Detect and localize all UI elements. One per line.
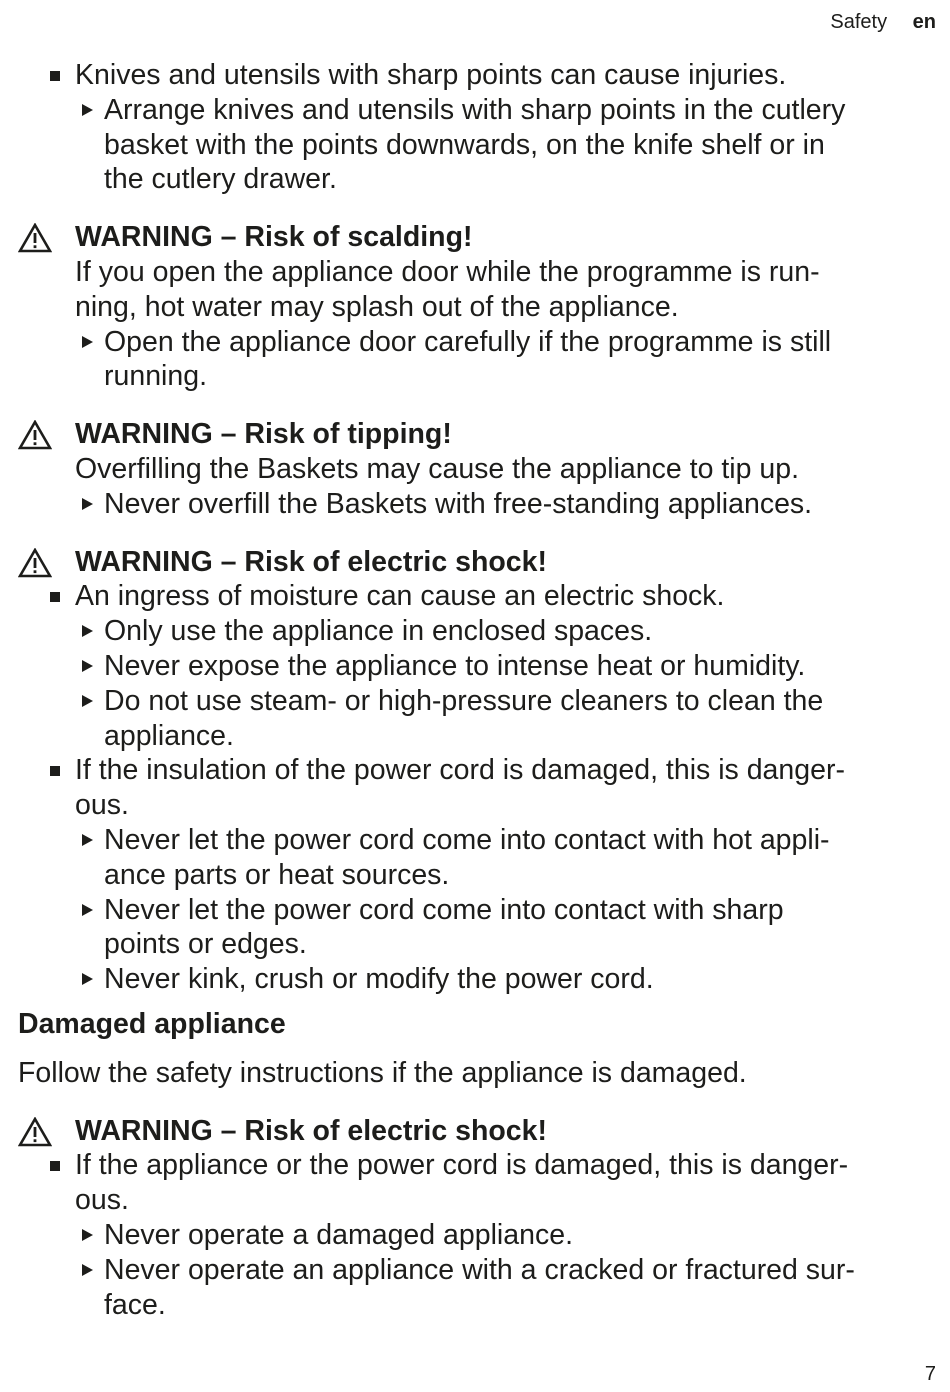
list-item-continued: ous. <box>75 1184 129 1217</box>
language-code: en <box>912 11 936 33</box>
list-item: If the insulation of the power cord is damaged, this is danger- <box>18 753 938 788</box>
action-item: Never kink, crush or modify the power cord. <box>18 962 938 997</box>
warning-triangle-icon <box>18 1117 52 1147</box>
action-item: Do not use steam- or high-pressure cleaners to clean the <box>18 684 938 719</box>
warning-triangle-icon <box>18 420 52 450</box>
action-item-continued: ance parts or heat sources. <box>104 858 450 891</box>
action-item-continued: the cutlery drawer. <box>104 163 337 196</box>
action-item-continued: face. <box>104 1288 166 1321</box>
warning-text: If you open the appliance door while the programme is run- <box>75 255 820 288</box>
action-item: Never operate a damaged appliance. <box>18 1218 938 1253</box>
square-bullet-icon <box>50 592 60 602</box>
page-number: 7 <box>924 1363 936 1385</box>
page-header <box>830 10 936 34</box>
arrow-triangle-icon <box>82 660 93 672</box>
arrow-triangle-icon <box>82 498 93 510</box>
warning-triangle-icon <box>18 548 52 578</box>
arrow-triangle-icon <box>82 695 93 707</box>
warning-title: WARNING – Risk of electric shock! <box>18 1114 938 1149</box>
arrow-triangle-icon <box>82 104 93 116</box>
square-bullet-icon <box>50 1161 60 1171</box>
action-item-continued: points or edges. <box>104 928 307 961</box>
action-item: Open the appliance door carefully if the programme is still <box>18 325 938 360</box>
section-label: Safety <box>830 11 888 33</box>
warning-text: ning, hot water may splash out of the appliance. <box>75 290 679 323</box>
action-item: Never let the power cord come into contact with sharp <box>18 893 938 928</box>
action-item: Never overfill the Baskets with free-standing appliances. <box>18 487 938 522</box>
warning-title: WARNING – Risk of scalding! <box>18 220 938 255</box>
action-item-continued: running. <box>104 360 207 393</box>
list-item: Knives and utensils with sharp points can cause injuries. <box>18 58 938 93</box>
document-body <box>18 58 938 1322</box>
warning-title: WARNING – Risk of tipping! <box>18 417 938 452</box>
action-item-continued: basket with the points downwards, on the knife shelf or in <box>104 128 825 161</box>
arrow-triangle-icon <box>82 1264 93 1276</box>
warning-triangle-icon <box>18 223 52 253</box>
action-item: Never operate an appliance with a cracked or fractured sur- <box>18 1253 938 1288</box>
arrow-triangle-icon <box>82 625 93 637</box>
arrow-triangle-icon <box>82 904 93 916</box>
action-item: Arrange knives and utensils with sharp points in the cutlery <box>18 93 938 128</box>
list-item: If the appliance or the power cord is damaged, this is danger- <box>18 1148 938 1183</box>
action-item: Only use the appliance in enclosed spaces. <box>18 614 938 649</box>
warning-text: Overfilling the Baskets may cause the appliance to tip up. <box>75 452 799 485</box>
arrow-triangle-icon <box>82 336 93 348</box>
list-item: An ingress of moisture can cause an electric shock. <box>18 579 938 614</box>
action-item: Never expose the appliance to intense heat or humidity. <box>18 649 938 684</box>
section-heading: Damaged appliance <box>18 1007 286 1040</box>
list-item-continued: ous. <box>75 789 129 822</box>
arrow-triangle-icon <box>82 1229 93 1241</box>
section-intro: Follow the safety instructions if the appliance is damaged. <box>18 1056 747 1089</box>
warning-title: WARNING – Risk of electric shock! <box>18 545 938 580</box>
square-bullet-icon <box>50 766 60 776</box>
arrow-triangle-icon <box>82 973 93 985</box>
action-item: Never let the power cord come into contact with hot appli- <box>18 823 938 858</box>
square-bullet-icon <box>50 71 60 81</box>
arrow-triangle-icon <box>82 834 93 846</box>
action-item-continued: appliance. <box>104 719 234 752</box>
